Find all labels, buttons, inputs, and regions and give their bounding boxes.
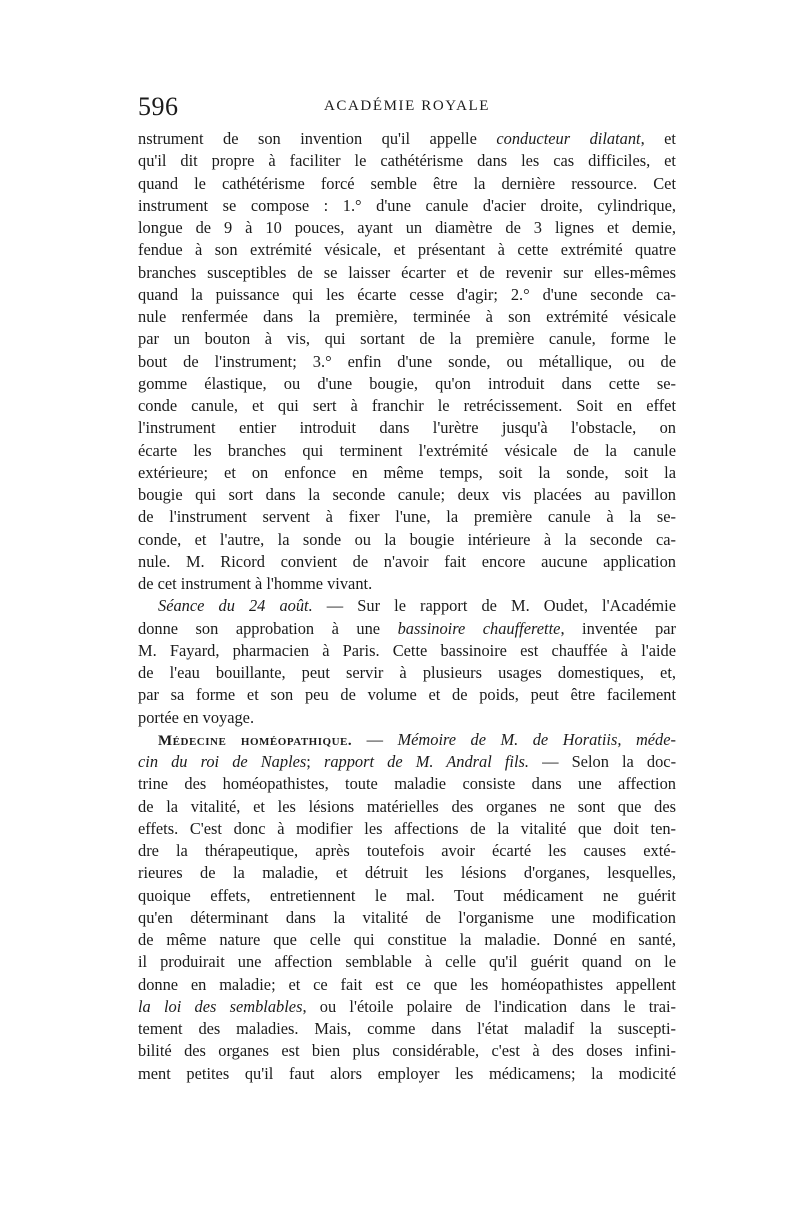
text-line [138, 195, 676, 217]
text-line [138, 484, 676, 506]
italic-text: la loi des semblables [138, 996, 303, 1016]
line-text: longue de 9 à 10 pouces, ayant un diamètre de 3 lignes et demie, [138, 218, 676, 237]
line-text: conde canule, et qui sert à franchir le retrécissement. Soit en effet [138, 396, 676, 415]
text-line [138, 729, 676, 751]
line-text: , inventée par [560, 618, 676, 638]
text-line [138, 462, 676, 484]
text-line [138, 885, 676, 907]
text-line [138, 217, 676, 239]
italic-text: Séance du 24 août. [158, 596, 313, 616]
italic-text: bassinoire chaufferette [397, 618, 561, 638]
line-text: conde, et l'autre, la sonde ou la bougie intérieure à la seconde ca- [138, 529, 676, 549]
line-text: quand la puissance qui les écarte cesse d'agir; 2.° d'une seconde ca- [138, 284, 676, 304]
line-text: de même nature que celle qui constitue la maladie. Donné en santé, [138, 930, 676, 949]
line-text: bout de l'instrument; 3.° enfin d'une sonde, ou métallique, ou de [138, 351, 676, 371]
line-text: — Sur le rapport de M. Oudet, l'Académie [312, 596, 676, 616]
text-line [138, 907, 676, 929]
text-line [138, 529, 676, 551]
line-text: de la vitalité, et les lésions matérielles des organes ne sont que des [138, 796, 676, 816]
text-line [138, 373, 676, 395]
italic-text: rapport de M. Andral fils. [323, 752, 529, 771]
line-text: ; [306, 752, 324, 771]
line-text: écarte les branches qui terminent l'extrémité vésicale de la canule [138, 440, 676, 460]
line-text: l'instrument entier introduit dans l'urètre jusqu'à l'obstacle, on [138, 418, 676, 438]
page-number: 596 [138, 92, 179, 121]
line-text: trine des homéopathistes, toute maladie consiste dans une affection [138, 774, 676, 794]
text-line [138, 351, 676, 373]
line-text: dre la thérapeutique, après toutefois avoir écarté les causes exté- [138, 841, 676, 860]
line-text: fendue à son extrémité vésicale, et présentant à cette extrémité quatre [138, 240, 676, 260]
line-text: donne son approbation à une [138, 618, 398, 638]
text-line [138, 573, 676, 595]
text-line [138, 239, 676, 261]
line-text: qu'il dit propre à faciliter le cathétérisme dans les cas difficiles, et [138, 151, 676, 171]
line-text: il produirait une affection semblable à celle qu'il guérit quand on le [138, 952, 676, 972]
line-text: de l'eau bouillante, peut servir à plusieurs usages domestiques, et, [138, 663, 676, 682]
line-text: effets. C'est donc à modifier les affections de la vitalité que doit ten- [138, 818, 676, 838]
text-line [138, 640, 676, 662]
text-line [138, 796, 676, 818]
text-line [138, 951, 676, 973]
line-text: nule. M. Ricord convient de n'avoir fait encore aucune application [138, 551, 676, 571]
italic-text: Mémoire de M. de Horatiis, méde- [397, 729, 676, 749]
text-line [138, 506, 676, 528]
line-text: — [352, 729, 398, 749]
line-text: — Selon la doc- [529, 752, 676, 771]
text-line [138, 862, 676, 884]
text-line [138, 929, 676, 951]
text-line [138, 707, 676, 729]
text-line [138, 551, 676, 573]
line-text: donne en maladie; et ce fait est ce que les homéopathistes appellent [138, 974, 676, 994]
running-head: ACADÉMIE ROYALE [323, 98, 491, 114]
text-line [138, 1063, 676, 1085]
text-line [138, 618, 676, 640]
line-text: de cet instrument à l'homme vivant. [138, 574, 373, 593]
line-text: nule renfermée dans la première, terminée à son extrémité vésicale [138, 307, 676, 326]
line-text: , et [640, 129, 676, 148]
line-text: par sa forme et son peu de volume et de poids, peut être facilement [138, 685, 676, 705]
italic-text: cin du roi de Naples [138, 752, 307, 771]
line-text: portée en voyage. [138, 707, 255, 727]
text-line [138, 1018, 676, 1040]
line-text: rieures de la maladie, et détruit les lésions d'organes, lesquelles, [138, 863, 676, 883]
text-line [138, 662, 676, 684]
text-line [138, 128, 676, 150]
text-line [138, 284, 676, 306]
line-text: branches susceptibles de se laisser écarter et de revenir sur elles-mêmes [138, 262, 676, 282]
text-line [138, 751, 676, 773]
italic-text: conducteur dilatant [496, 129, 641, 148]
line-text: de l'instrument servent à fixer l'une, la première canule à la se- [138, 507, 676, 527]
line-text: ment petites qu'il faut alors employer les médicamens; la modicité [138, 1063, 676, 1083]
line-text: tement des maladies. Mais, comme dans l'état maladif la suscepti- [138, 1019, 676, 1038]
line-text: extérieure; et on enfonce en même temps, soit la sonde, soit la [138, 462, 676, 482]
text-line [138, 306, 676, 328]
text-line [138, 996, 676, 1018]
line-text: quand le cathétérisme forcé semble être la dernière ressource. Cet [138, 173, 676, 193]
line-text: , ou l'étoile polaire de l'indication dans le trai- [302, 996, 676, 1016]
text-line [138, 595, 676, 617]
page-header [138, 92, 676, 126]
text-line [138, 840, 676, 862]
line-text: M. Fayard, pharmacien à Paris. Cette bassinoire est chauffée à l'aide [138, 640, 676, 660]
section-heading: Médecine homéopathique. [158, 732, 353, 749]
line-text: bougie qui sort dans la seconde canule; deux vis placées au pavillon [138, 485, 676, 504]
line-text: bilité des organes est bien plus considérable, c'est à des doses infini- [138, 1041, 676, 1061]
line-text: qu'en déterminant dans la vitalité de l'organisme une modification [138, 907, 676, 927]
text-line [138, 173, 676, 195]
line-text: quoique effets, entretiennent le mal. Tout médicament ne guérit [138, 885, 676, 905]
text-line [138, 1040, 676, 1062]
text-line [138, 440, 676, 462]
line-text: gomme élastique, ou d'une bougie, qu'on introduit dans cette se- [138, 373, 676, 393]
line-text: nstrument de son invention qu'il appelle [138, 129, 497, 148]
text-line [138, 773, 676, 795]
text-line [138, 395, 676, 417]
line-text: instrument se compose : 1.° d'une canule d'acier droite, cylindrique, [138, 195, 676, 215]
text-line [138, 684, 676, 706]
body-text [138, 128, 676, 1085]
text-line [138, 328, 676, 350]
text-line [138, 150, 676, 172]
line-text: par un bouton à vis, qui sortant de la première canule, forme le [138, 329, 676, 349]
text-line [138, 262, 676, 284]
text-line [138, 417, 676, 439]
text-line [138, 818, 676, 840]
text-line [138, 974, 676, 996]
